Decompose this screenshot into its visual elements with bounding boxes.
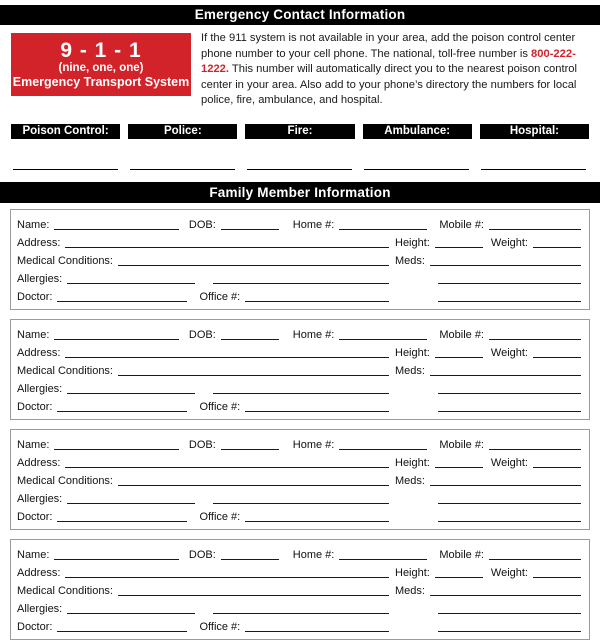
dob-label: DOB: <box>188 328 216 341</box>
doctor-blank-line <box>57 521 187 522</box>
address-blank-line <box>65 467 389 468</box>
medical-conditions-label: Medical Conditions: <box>17 474 113 487</box>
weight-blank-line <box>533 357 581 358</box>
meds-continuation-line-2 <box>438 411 581 412</box>
hospital-blank-line <box>481 169 586 170</box>
home-phone-blank-line <box>339 559 427 560</box>
member-row-allergies <box>17 269 581 287</box>
intro-text-after: This number will automatically direct you to the nearest poison control center in your area. Also add to your phone’s directory the numbers for local police, fire, ambulance, and hospital. <box>201 63 578 107</box>
meds-continuation-line <box>438 393 581 394</box>
meds-blank-line <box>430 485 581 486</box>
medical-conditions-blank-line <box>118 595 389 596</box>
dob-blank-line <box>221 449 279 450</box>
member-row-address <box>17 563 581 581</box>
emergency-numbers-blank-row <box>13 169 586 170</box>
weight-label: Weight: <box>490 566 528 579</box>
member-row-medical <box>17 581 581 599</box>
family-members-list <box>0 209 600 640</box>
top-info-row <box>11 33 592 109</box>
allergies-extra-blank-line <box>213 503 389 504</box>
doctor-blank-line <box>57 411 187 412</box>
member-row-name <box>17 325 581 343</box>
mobile-phone-blank-line <box>489 559 581 560</box>
family-member-block <box>10 209 590 310</box>
member-row-doctor <box>17 287 581 305</box>
medical-conditions-label: Medical Conditions: <box>17 254 113 267</box>
medical-conditions-blank-line <box>118 485 389 486</box>
name-blank-line <box>54 229 178 230</box>
name-label: Name: <box>17 438 50 451</box>
allergies-blank-line <box>67 613 195 614</box>
weight-blank-line <box>533 577 581 578</box>
doctor-blank-line <box>57 301 187 302</box>
member-row-allergies <box>17 489 581 507</box>
home-phone-label: Home #: <box>292 438 335 451</box>
meds-continuation-line <box>438 613 581 614</box>
office-phone-blank-line <box>245 301 389 302</box>
member-row-allergies <box>17 379 581 397</box>
meds-continuation-line-2 <box>438 521 581 522</box>
allergies-label: Allergies: <box>17 382 63 395</box>
member-row-doctor <box>17 617 581 635</box>
meds-continuation-line-2 <box>438 301 581 302</box>
name-label: Name: <box>17 548 50 561</box>
medical-conditions-blank-line <box>118 265 389 266</box>
member-row-medical <box>17 361 581 379</box>
name-blank-line <box>54 559 178 560</box>
member-row-name <box>17 435 581 453</box>
poison-control-phone-number: 800-222-1222. <box>201 47 576 76</box>
meds-blank-line <box>430 265 581 266</box>
weight-label: Weight: <box>490 236 528 249</box>
home-phone-label: Home #: <box>292 328 335 341</box>
medical-conditions-label: Medical Conditions: <box>17 364 113 377</box>
address-label: Address: <box>17 566 61 579</box>
home-phone-label: Home #: <box>292 218 335 231</box>
member-row-doctor <box>17 397 581 415</box>
dob-blank-line <box>221 229 279 230</box>
meds-label: Meds: <box>395 584 425 597</box>
family-member-block <box>10 429 590 530</box>
dob-label: DOB: <box>188 548 216 561</box>
address-label: Address: <box>17 236 61 249</box>
dob-blank-line <box>221 339 279 340</box>
meds-continuation-line <box>438 503 581 504</box>
911-emergency-box <box>11 33 191 96</box>
mobile-phone-label: Mobile #: <box>439 328 484 341</box>
poison-control-blank-line <box>13 169 118 170</box>
mobile-phone-blank-line <box>489 229 581 230</box>
name-blank-line <box>54 339 178 340</box>
allergies-label: Allergies: <box>17 492 63 505</box>
911-subtitle: Emergency Transport System <box>12 75 190 89</box>
meds-continuation-line <box>438 283 581 284</box>
intro-paragraph <box>201 31 592 109</box>
height-blank-line <box>435 357 483 358</box>
member-row-medical <box>17 251 581 269</box>
page-title: Emergency Contact Information <box>0 5 600 25</box>
member-row-name <box>17 215 581 233</box>
doctor-blank-line <box>57 631 187 632</box>
meds-label: Meds: <box>395 474 425 487</box>
meds-blank-line <box>430 595 581 596</box>
meds-label: Meds: <box>395 254 425 267</box>
dob-blank-line <box>221 559 279 560</box>
doctor-label: Doctor: <box>17 290 53 303</box>
allergies-blank-line <box>67 503 195 504</box>
address-label: Address: <box>17 456 61 469</box>
allergies-label: Allergies: <box>17 272 63 285</box>
office-phone-blank-line <box>245 521 389 522</box>
doctor-label: Doctor: <box>17 620 53 633</box>
ambulance-blank-line <box>364 169 469 170</box>
mobile-phone-label: Mobile #: <box>439 218 484 231</box>
label-bar-ambulance: Ambulance: <box>363 124 472 139</box>
dob-label: DOB: <box>188 438 216 451</box>
address-blank-line <box>65 357 389 358</box>
name-blank-line <box>54 449 178 450</box>
home-phone-blank-line <box>339 229 427 230</box>
label-bar-hospital: Hospital: <box>480 124 589 139</box>
home-phone-blank-line <box>339 449 427 450</box>
label-bar-fire: Fire: <box>245 124 354 139</box>
weight-label: Weight: <box>490 456 528 469</box>
mobile-phone-label: Mobile #: <box>439 548 484 561</box>
fire-blank-line <box>247 169 352 170</box>
home-phone-label: Home #: <box>292 548 335 561</box>
height-label: Height: <box>395 566 430 579</box>
office-phone-label: Office #: <box>199 400 241 413</box>
allergies-blank-line <box>67 283 195 284</box>
mobile-phone-label: Mobile #: <box>439 438 484 451</box>
address-blank-line <box>65 577 389 578</box>
member-row-address <box>17 453 581 471</box>
911-phonetic: (nine, one, one) <box>58 62 144 74</box>
meds-label: Meds: <box>395 364 425 377</box>
allergies-extra-blank-line <box>213 613 389 614</box>
doctor-label: Doctor: <box>17 400 53 413</box>
name-label: Name: <box>17 328 50 341</box>
member-row-allergies <box>17 599 581 617</box>
allergies-label: Allergies: <box>17 602 63 615</box>
office-phone-label: Office #: <box>199 290 241 303</box>
height-label: Height: <box>395 456 430 469</box>
member-row-medical <box>17 471 581 489</box>
medical-conditions-label: Medical Conditions: <box>17 584 113 597</box>
allergies-extra-blank-line <box>213 283 389 284</box>
home-phone-blank-line <box>339 339 427 340</box>
mobile-phone-blank-line <box>489 339 581 340</box>
office-phone-blank-line <box>245 631 389 632</box>
height-blank-line <box>435 577 483 578</box>
intro-text-before: If the 911 system is not available in your area, add the poison control center phone number to your cell phone. The national, toll-free number is <box>201 32 576 60</box>
height-label: Height: <box>395 346 430 359</box>
height-blank-line <box>435 467 483 468</box>
family-section-title: Family Member Information <box>0 182 600 203</box>
medical-conditions-blank-line <box>118 375 389 376</box>
mobile-phone-blank-line <box>489 449 581 450</box>
dob-label: DOB: <box>188 218 216 231</box>
address-blank-line <box>65 247 389 248</box>
911-number: 9 - 1 - 1 <box>60 39 142 62</box>
allergies-extra-blank-line <box>213 393 389 394</box>
emergency-numbers-label-row <box>11 124 589 139</box>
member-row-address <box>17 343 581 361</box>
height-blank-line <box>435 247 483 248</box>
address-label: Address: <box>17 346 61 359</box>
label-bar-police: Police: <box>128 124 237 139</box>
height-label: Height: <box>395 236 430 249</box>
office-phone-label: Office #: <box>199 510 241 523</box>
weight-label: Weight: <box>490 346 528 359</box>
name-label: Name: <box>17 218 50 231</box>
weight-blank-line <box>533 247 581 248</box>
member-row-name <box>17 545 581 563</box>
meds-blank-line <box>430 375 581 376</box>
police-blank-line <box>130 169 235 170</box>
label-bar-poison-control: Poison Control: <box>11 124 120 139</box>
member-row-address <box>17 233 581 251</box>
meds-continuation-line-2 <box>438 631 581 632</box>
office-phone-label: Office #: <box>199 620 241 633</box>
weight-blank-line <box>533 467 581 468</box>
family-member-block <box>10 319 590 420</box>
doctor-label: Doctor: <box>17 510 53 523</box>
family-member-block <box>10 539 590 640</box>
office-phone-blank-line <box>245 411 389 412</box>
allergies-blank-line <box>67 393 195 394</box>
member-row-doctor <box>17 507 581 525</box>
